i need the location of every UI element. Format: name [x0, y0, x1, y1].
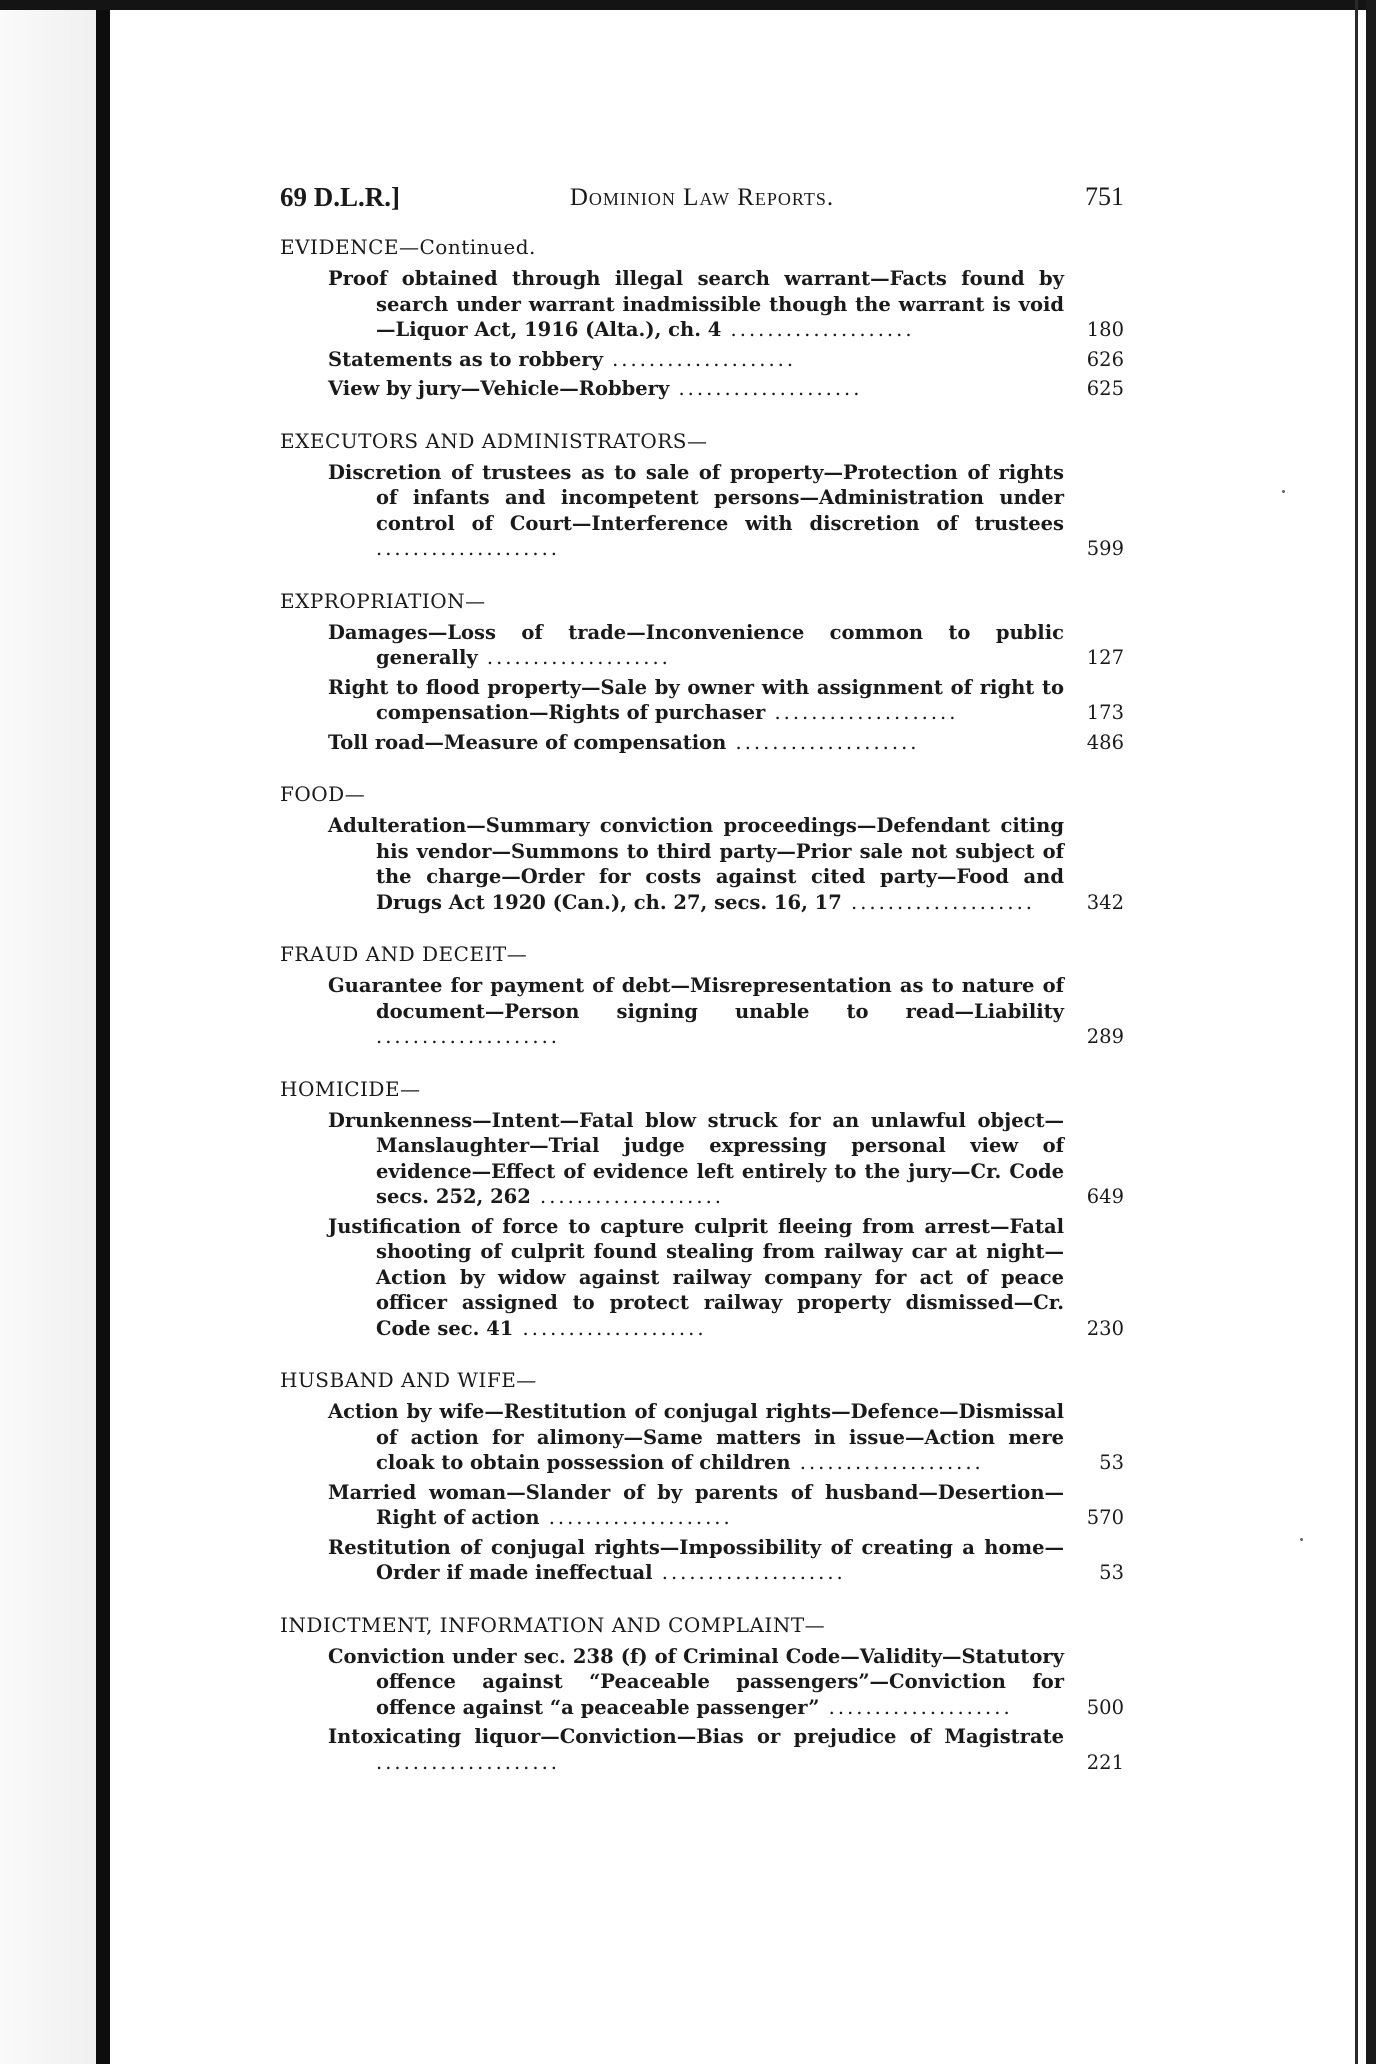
entry-text: Restitution of conjugal rights—Impossibility of creating a home—Order if made ineffectual [328, 1535, 1064, 1584]
index-entry [328, 460, 1124, 562]
volume-citation: 69 D.L.R.] [280, 182, 400, 212]
entry-text: Discretion of trustees as to sale of property—Protection of rights of infants and incompetent persons—Administration under control of Court—Interference with discretion of trustees [328, 460, 1064, 535]
right-scan-border [1366, 0, 1376, 2064]
entry-page-number: 127 [1086, 646, 1124, 669]
index-entry [328, 813, 1124, 915]
index-section [280, 941, 1124, 1050]
running-head [280, 178, 1124, 222]
leader-dots: .................... [721, 318, 915, 341]
leader-dots: .................... [819, 1695, 1013, 1719]
leader-dots: .................... [376, 537, 560, 560]
index-entry [328, 266, 1124, 343]
document-page [280, 178, 1124, 1801]
index-section [280, 234, 1124, 402]
entry-page-number: 626 [1086, 347, 1124, 371]
index-entry [328, 1535, 1124, 1586]
entry-page-number: 173 [1086, 701, 1124, 724]
right-scan-line [1355, 0, 1358, 2064]
index-entry [328, 376, 1124, 402]
index-section [280, 1076, 1124, 1342]
entry-text: Adulteration—Summary conviction proceedings—Defendant citing his vendor—Summons to third party—Prior sale not subject of the charge—Order for costs against cited party—Food and Drugs Act 1920 (Can.), ch. 27, secs. 16, 17 [328, 814, 1064, 914]
index-section [280, 1612, 1124, 1776]
index-entry [328, 1480, 1124, 1531]
entry-page-number: 289 [1086, 1025, 1124, 1048]
index-entry [328, 1399, 1124, 1476]
index-entry [328, 675, 1124, 726]
entry-text: Proof obtained through illegal search warrant—Facts found by search under warrant inadmissible though the warrant is void—Liquor Act, 1916 (Alta.), ch. 4 [328, 267, 1064, 341]
section-heading: EXPROPRIATION— [280, 588, 486, 613]
leader-dots: .................... [539, 1506, 733, 1529]
entry-text: Damages—Loss of trade—Inconvenience common to public generally [328, 620, 1064, 669]
entry-page-number: 53 [1099, 1561, 1124, 1584]
entry-text: Guarantee for payment of debt—Misrepresentation as to nature of document—Person signing unable to read—Liability [328, 974, 1064, 1023]
entry-text: Drunkenness—Intent—Fatal blow struck for an unlawful object—Manslaughter—Trial judge expressing personal view of evidence—Effect of evidence left entirely to the jury—Cr. Code secs. 252, 262 [328, 1108, 1064, 1208]
index-section [280, 1367, 1124, 1586]
entry-page-number: 570 [1086, 1506, 1124, 1529]
page-number: 751 [1085, 182, 1124, 211]
index-entry [328, 620, 1124, 671]
index-entry [328, 347, 1124, 373]
entry-page-number: 625 [1086, 377, 1124, 400]
index-sections [280, 234, 1124, 1775]
entry-text: Toll road—Measure of compensation [328, 730, 727, 754]
top-scan-border [0, 0, 1376, 10]
index-entry [328, 1108, 1124, 1210]
entry-text: Justification of force to capture culprit fleeing from arrest—Fatal shooting of culprit found stealing from railway car at night—Action by widow against railway company for act of peace officer assigned to protect railway property dismissed—Cr. Code sec. 41 [328, 1214, 1064, 1340]
index-section [280, 428, 1124, 562]
section-heading: HOMICIDE— [280, 1076, 421, 1101]
leader-dots: .................... [376, 1750, 560, 1774]
section-heading: EVIDENCE—Continued. [280, 235, 536, 259]
index-entry [328, 1214, 1124, 1342]
section-heading: FRAUD AND DECEIT— [280, 942, 528, 966]
section-heading: FOOD— [280, 782, 366, 806]
section-heading: HUSBAND AND WIFE— [280, 1368, 537, 1392]
leader-dots: .................... [652, 1561, 846, 1584]
entry-text: View by jury—Vehicle—Robbery [328, 377, 670, 400]
entry-page-number: 180 [1086, 318, 1124, 341]
entry-page-number: 649 [1086, 1185, 1124, 1208]
entry-page-number: 53 [1099, 1451, 1124, 1474]
scan-speck [1300, 1538, 1303, 1541]
leader-dots: .................... [841, 890, 1035, 914]
index-section [280, 781, 1124, 915]
entry-text: Conviction under sec. 238 (f) of Criminal Code—Validity—Statutory offence against “Peaceable passengers”—Conviction for offence against “a peaceable passenger” [328, 1644, 1064, 1719]
entry-page-number: 342 [1086, 890, 1124, 914]
entry-text: Intoxicating liquor—Conviction—Bias or prejudice of Magistrate [328, 1725, 1064, 1748]
scan-speck [1282, 490, 1285, 493]
entry-page-number: 221 [1086, 1750, 1124, 1774]
section-heading: EXECUTORS AND ADMINISTRATORS— [280, 428, 708, 453]
entry-text: Action by wife—Restitution of conjugal rights—Defence—Dismissal of action for alimony—Same matters in issue—Action mere cloak to obtain possession of children [328, 1400, 1064, 1474]
leader-dots: .................... [726, 730, 920, 754]
entry-text: Married woman—Slander of by parents of husband—Desertion—Right of action [328, 1480, 1064, 1529]
leader-dots: .................... [530, 1185, 724, 1208]
index-entry [328, 730, 1124, 756]
entry-page-number: 230 [1086, 1316, 1124, 1340]
index-section [280, 588, 1124, 756]
binding-edge [96, 0, 110, 2064]
leader-dots: .................... [765, 701, 959, 724]
index-entry [328, 1724, 1124, 1775]
leader-dots: .................... [669, 377, 863, 400]
entry-text: Statements as to robbery [328, 347, 603, 371]
index-entry [328, 1644, 1124, 1721]
entry-page-number: 486 [1086, 730, 1124, 754]
entry-text: Right to flood property—Sale by owner with assignment of right to compensation—Rights of purchaser [328, 675, 1064, 724]
leader-dots: .................... [602, 347, 797, 371]
leader-dots: .................... [477, 646, 671, 669]
index-entry [328, 973, 1124, 1050]
leader-dots: .................... [513, 1316, 707, 1340]
entry-page-number: 500 [1086, 1695, 1124, 1719]
entry-page-number: 599 [1086, 537, 1124, 560]
publication-title: Dominion Law Reports. [569, 184, 835, 211]
section-heading: INDICTMENT, INFORMATION AND COMPLAINT— [280, 1612, 826, 1637]
leader-dots: .................... [790, 1451, 984, 1474]
page-gutter-shadow [0, 0, 96, 2064]
leader-dots: .................... [376, 1025, 560, 1048]
